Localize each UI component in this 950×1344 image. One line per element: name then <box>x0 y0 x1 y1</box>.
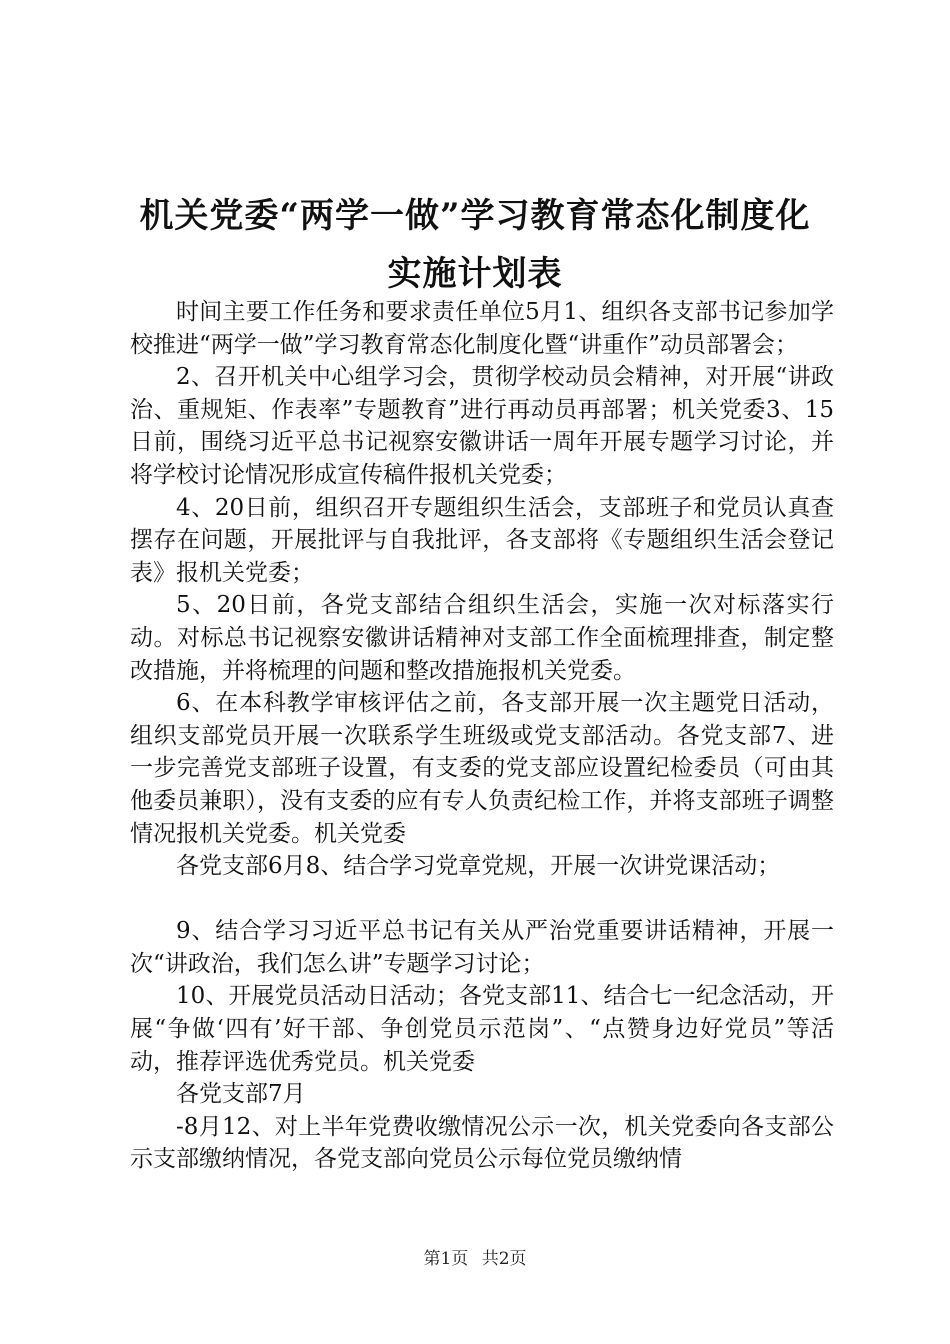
document-title-line2: 实施计划表 <box>387 254 563 294</box>
paragraph: 各党支部7月 <box>176 1081 306 1108</box>
page-total: 共2页 <box>481 1249 527 1269</box>
paragraph: -8月12、对上半年党费收缴情况公示一次，机关党委向各支部公示支部缴纳情况，各党支部向党员公示每位党员缴纳情 <box>130 1113 834 1173</box>
paragraph: 各党支部6月8、结合学习党章党规，开展一次讲党课活动； <box>176 853 781 880</box>
document-title-line1: 机关党委“两学一做”学习教育常态化制度化 <box>139 196 811 236</box>
document-body <box>130 296 834 1176</box>
paragraph: 5、20日前，各党支部结合组织生活会，实施一次对标落实行动。对标总书记视察安徽讲话精神对支部工作全面梳理排查，制定整改措施，并将梳理的问题和整改措施报机关党委。 <box>130 592 834 684</box>
paragraph: 6、在本科教学审核评估之前，各支部开展一次主题党日活动，组织支部党员开展一次联系学生班级或党支部活动。各党支部7、进一步完善党支部班子设置，有支委的党支部应设置纪检委员（可由其他委员兼职），没有支委的应有专人负责纪检工作，并将支部班子调整情况报机关党委。机关党委 <box>130 690 834 847</box>
paragraph: 10、开展党员活动日活动；各党支部11、结合七一纪念活动，开展“争做‘四有’好干部、争创党员示范岗”、“点赞身边好党员”等活动，推荐评选优秀党员。机关党委 <box>130 983 834 1075</box>
paragraph: 9、结合学习习近平总书记有关从严治党重要讲话精神，开展一次“讲政治，我们怎么讲”专题学习讨论； <box>130 918 834 977</box>
page-footer <box>0 1244 950 1269</box>
paragraph: 4、20日前，组织召开专题组织生活会，支部班子和党员认真查摆存在问题，开展批评与自我批评，各支部将《专题组织生活会登记表》报机关党委； <box>130 494 834 586</box>
paragraph: 时间主要工作任务和要求责任单位5月1、组织各支部书记参加学校推进“两学一做”学习教育常态化制度化暨“讲重作”动员部署会； <box>130 299 834 358</box>
page-number: 第1页 <box>423 1249 469 1269</box>
paragraph: 2、召开机关中心组学习会，贯彻学校动员会精神，对开展“讲政治、重规矩、作表率”专题教育”进行再动员再部署；机关党委3、15日前，围绕习近平总书记视察安徽讲话一周年开展专题学习讨论，并将学校讨论情况形成宣传稿件报机关党委； <box>130 364 834 488</box>
